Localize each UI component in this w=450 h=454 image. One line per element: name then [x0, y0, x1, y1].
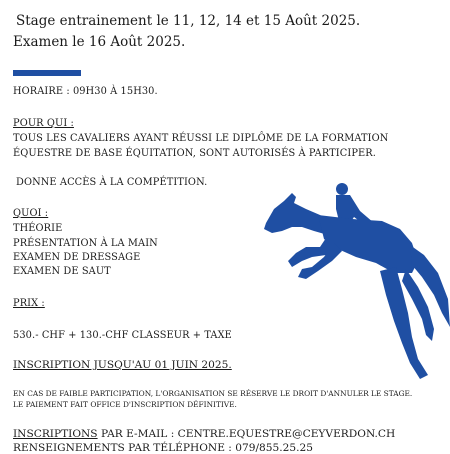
what-item: PRÉSENTATION À LA MAIN	[13, 238, 158, 249]
what-item: EXAMEN DE DRESSAGE	[13, 252, 141, 263]
email-contact	[13, 428, 395, 440]
who-heading: POUR QUI :	[13, 118, 74, 129]
exam-date: Examen le 16 Août 2025.	[13, 34, 186, 50]
cancellation-note: EN CAS DE FAIBLE PARTICIPATION, L'ORGANISATION SE RÉSERVE LE DROIT D'ANNULER LE STAGE.	[13, 389, 413, 398]
accent-divider	[13, 70, 81, 76]
registration-deadline: INSCRIPTION JUSQU'AU 01 JUIN 2025.	[13, 359, 232, 371]
price-value: 530.- CHF + 130.-CHF CLASSEUR + TAXE	[13, 330, 232, 341]
what-item: THÉORIE	[13, 223, 63, 234]
email-label: INSCRIPTIONS	[13, 428, 98, 440]
payment-note: LE PAIEMENT FAIT OFFICE D'INSCRIPTION DÉFINITIVE.	[13, 400, 237, 409]
phone-contact: RENSEIGNEMENTS PAR TÉLÉPHONE : 079/855.25.25	[13, 442, 313, 454]
competition-access: DONNE ACCÈS À LA COMPÉTITION.	[16, 177, 208, 188]
schedule: HORAIRE : 09H30 À 15H30.	[13, 86, 158, 97]
training-dates: Stage entrainement le 11, 12, 14 et 15 Août 2025.	[16, 13, 361, 29]
who-line-2: ÉQUESTRE DE BASE ÉQUITATION, SONT AUTORISÉS À PARTICIPER.	[13, 148, 376, 159]
email-address[interactable]: PAR E-MAIL : CENTRE.EQUESTRE@CEYVERDON.CH	[97, 428, 396, 440]
show-jumping-horse-icon	[262, 183, 450, 383]
who-line-1: TOUS LES CAVALIERS AYANT RÉUSSI LE DIPLÔME DE LA FORMATION	[13, 133, 389, 144]
price-heading: PRIX :	[13, 298, 45, 309]
what-heading: QUOI :	[13, 208, 49, 219]
what-item: EXAMEN DE SAUT	[13, 266, 111, 277]
